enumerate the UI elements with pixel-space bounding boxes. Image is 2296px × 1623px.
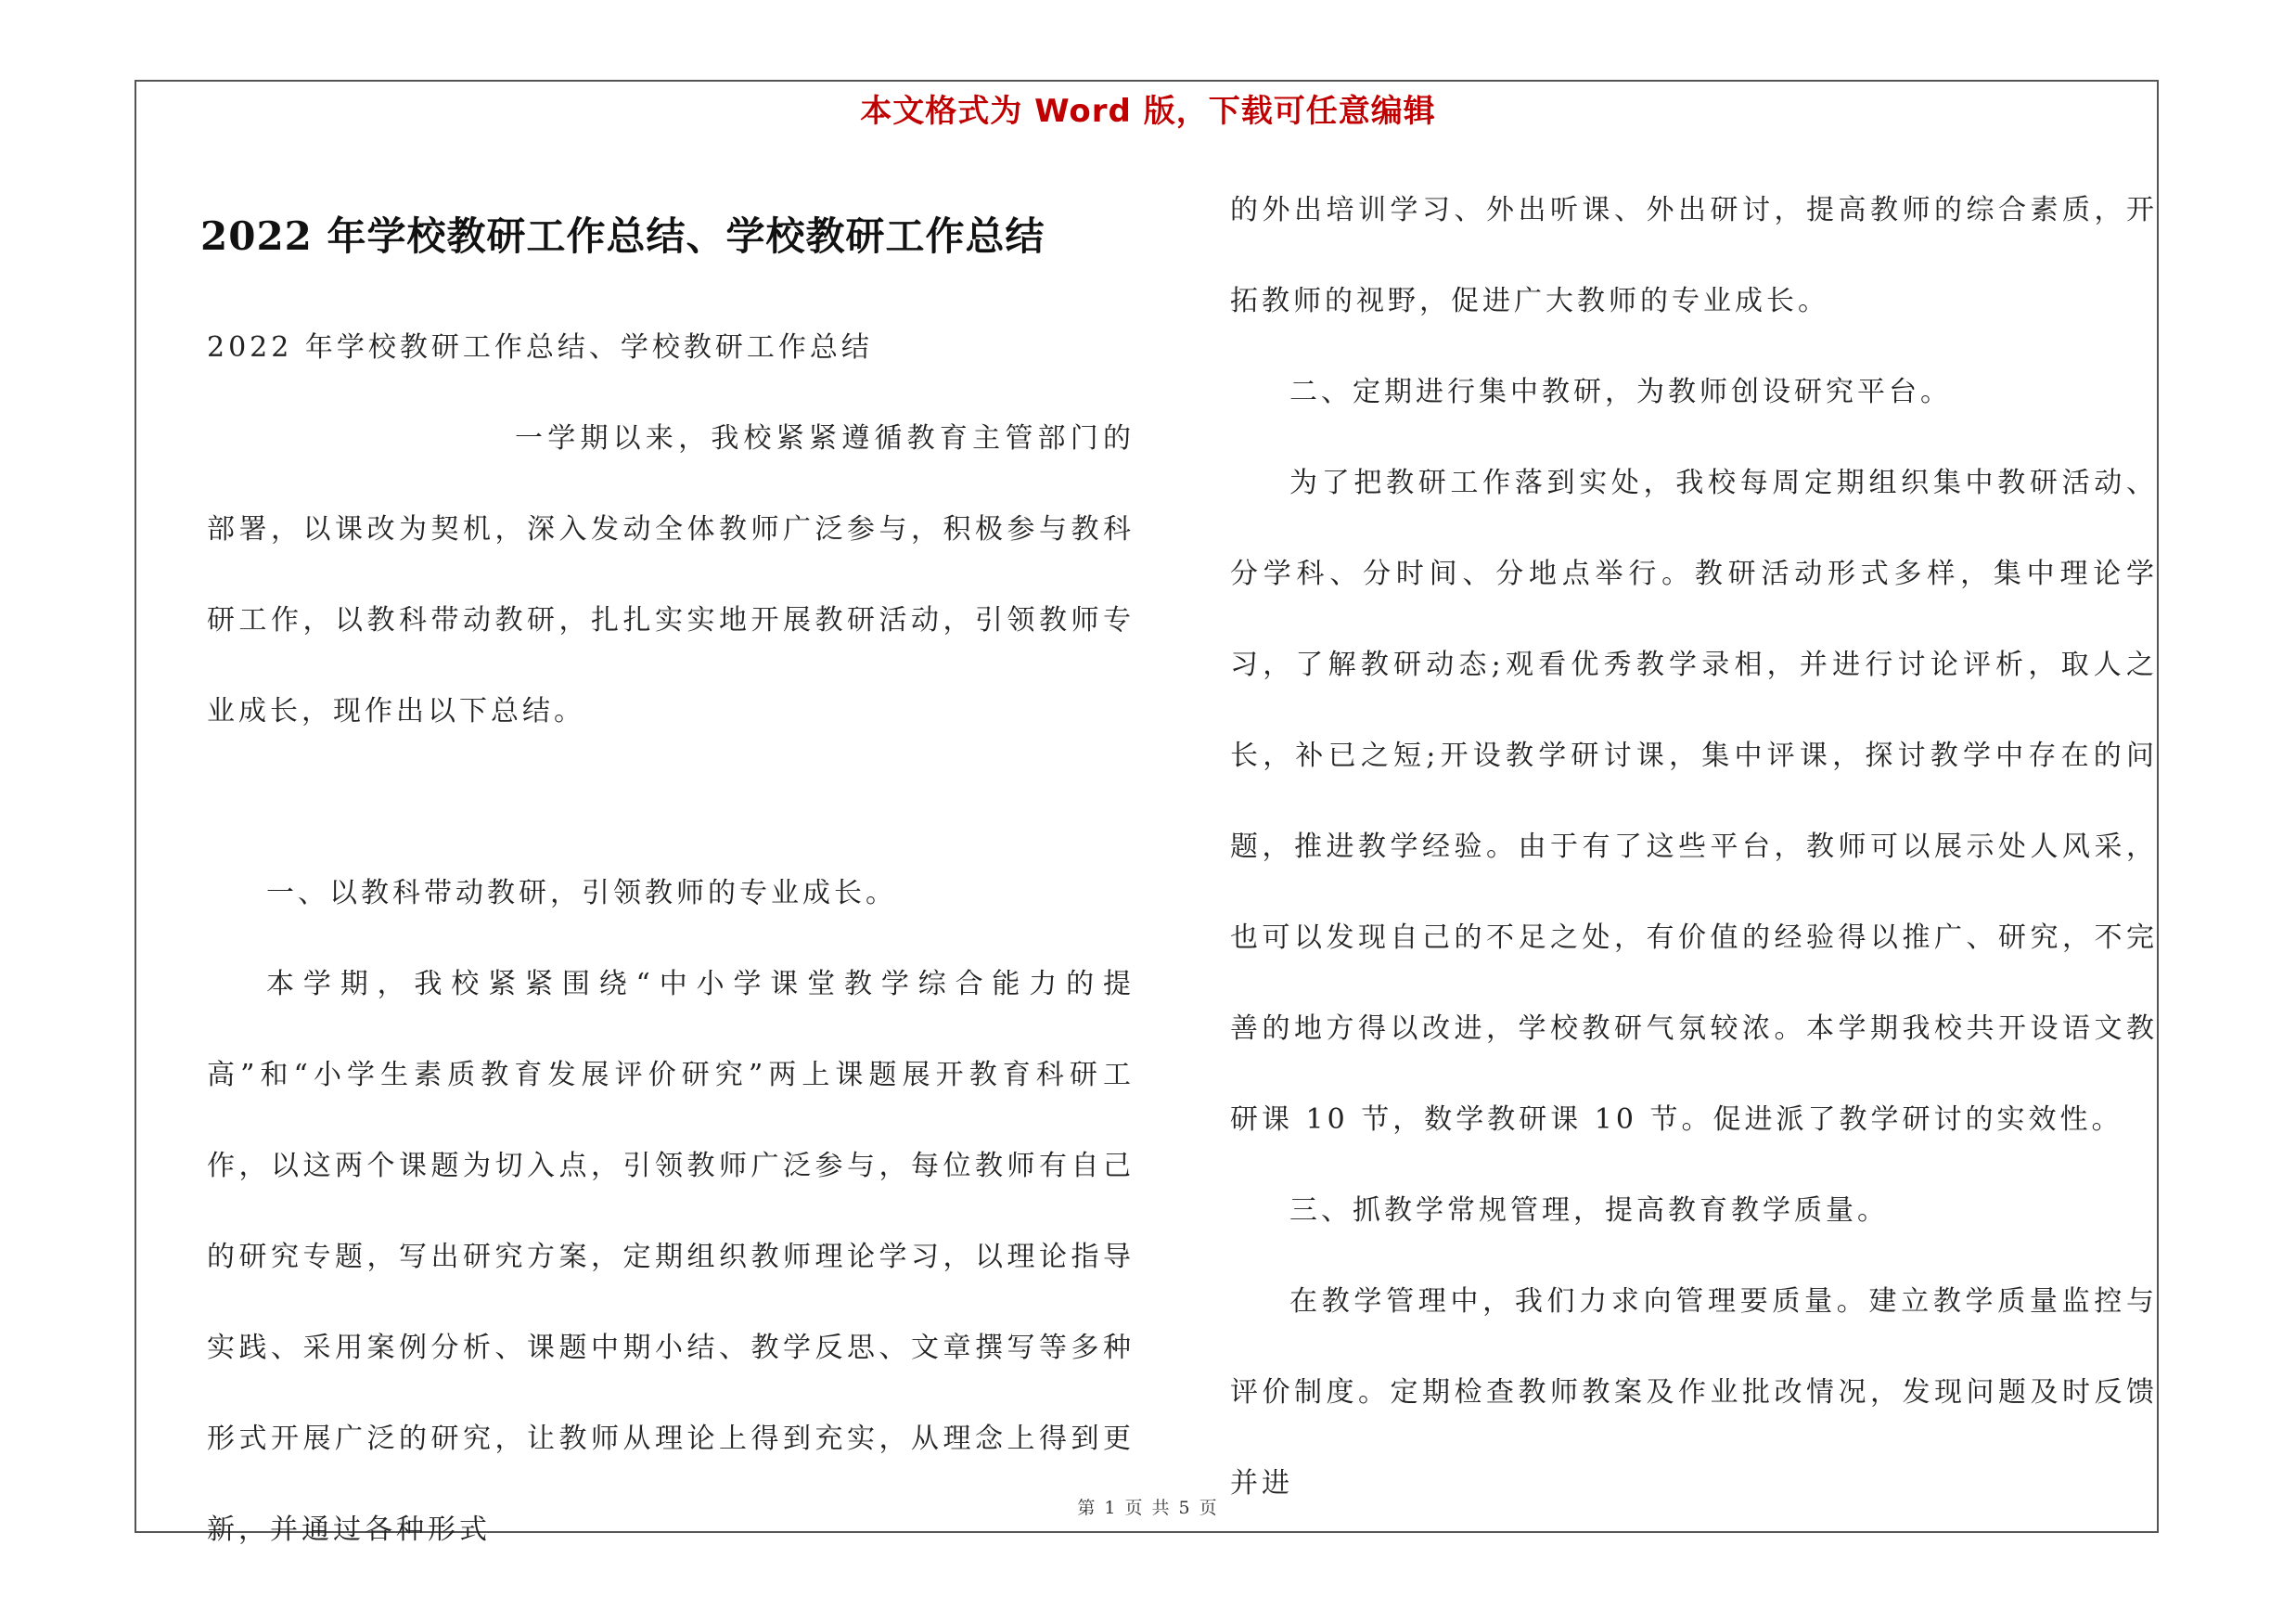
section1-heading: 一、以教科带动教研，引领教师的专业成长。 (266, 877, 897, 909)
footer-total-pages: 5 (1178, 1498, 1192, 1518)
section3-heading: 三、抓教学常规管理，提高教育教学质量。 (1289, 1194, 1889, 1227)
section3-body: 在教学管理中，我们力求向管理要质量。建立教学质量监控与评价制度。定期检查教师教案及作业批改情况，发现问题及时反馈并进 (1230, 1285, 2158, 1500)
blank-line (207, 757, 1135, 848)
page-footer (0, 1494, 2296, 1519)
footer-prefix: 第 (1077, 1498, 1097, 1518)
footer-suffix: 页 (1199, 1498, 1219, 1518)
section2-heading: 二、定期进行集中教研，为教师创设研究平台。 (1289, 376, 1952, 408)
footer-current-page: 1 (1104, 1498, 1118, 1518)
right-column (1230, 165, 2158, 1529)
section2-body: 为了把教研工作落到实处，我校每周定期组织集中教研活动、分学科、分时间、分地点举行。教研活动形式多样，集中理论学习，了解教研动态;观看优秀教学录相，并进行讨论评析，取人之长，补已之短;开设教学研讨课，集中评课，探讨教学中存在的问题，推进教学经验。由于有了这些平台，教师可以展示处人风采，也可以发现自己的不足之处，有价值的经验得以推广、研究，不完善的地方得以改进，学校教研气氛较浓。本学期我校共开设语文教研课 10 节，数学教研课 10 节。促进派了教学研讨的实效性。 (1230, 467, 2158, 1136)
left-column (207, 303, 1135, 1576)
intro-paragraph: 一学期以来，我校紧紧遵循教育主管部门的部署，以课改为契机，深入发动全体教师广泛参与，积极参与教科研工作，以教科带动教研，扎扎实实地开展教研活动，引领教师专业成长，现作出以下总结。 (207, 422, 1135, 728)
footer-middle: 页 共 (1124, 1498, 1172, 1518)
format-banner: 本文格式为 Word 版，下载可任意编辑 (860, 93, 1436, 130)
document-title: 2022 年学校教研工作总结、学校教研工作总结 (200, 213, 1045, 259)
subtitle: 2022 年学校教研工作总结、学校教研工作总结 (207, 331, 873, 364)
continuation-paragraph: 的外出培训学习、外出听课、外出研讨，提高教师的综合素质，开拓教师的视野，促进广大教师的专业成长。 (1230, 194, 2158, 317)
section1-body: 本学期，我校紧紧围绕“中小学课堂教学综合能力的提高”和“小学生素质教育发展评价研究”两上课题展开教育科研工作，以这两个课题为切入点，引领教师广泛参与，每位教师有自己的研究专题，写出研究方案，定期组织教师理论学习，以理论指导实践、采用案例分析、课题中期小结、教学反思、文章撰写等多种形式开展广泛的研究，让教师从理论上得到充实，从理念上得到更新，并通过各种形式 (207, 968, 1135, 1546)
